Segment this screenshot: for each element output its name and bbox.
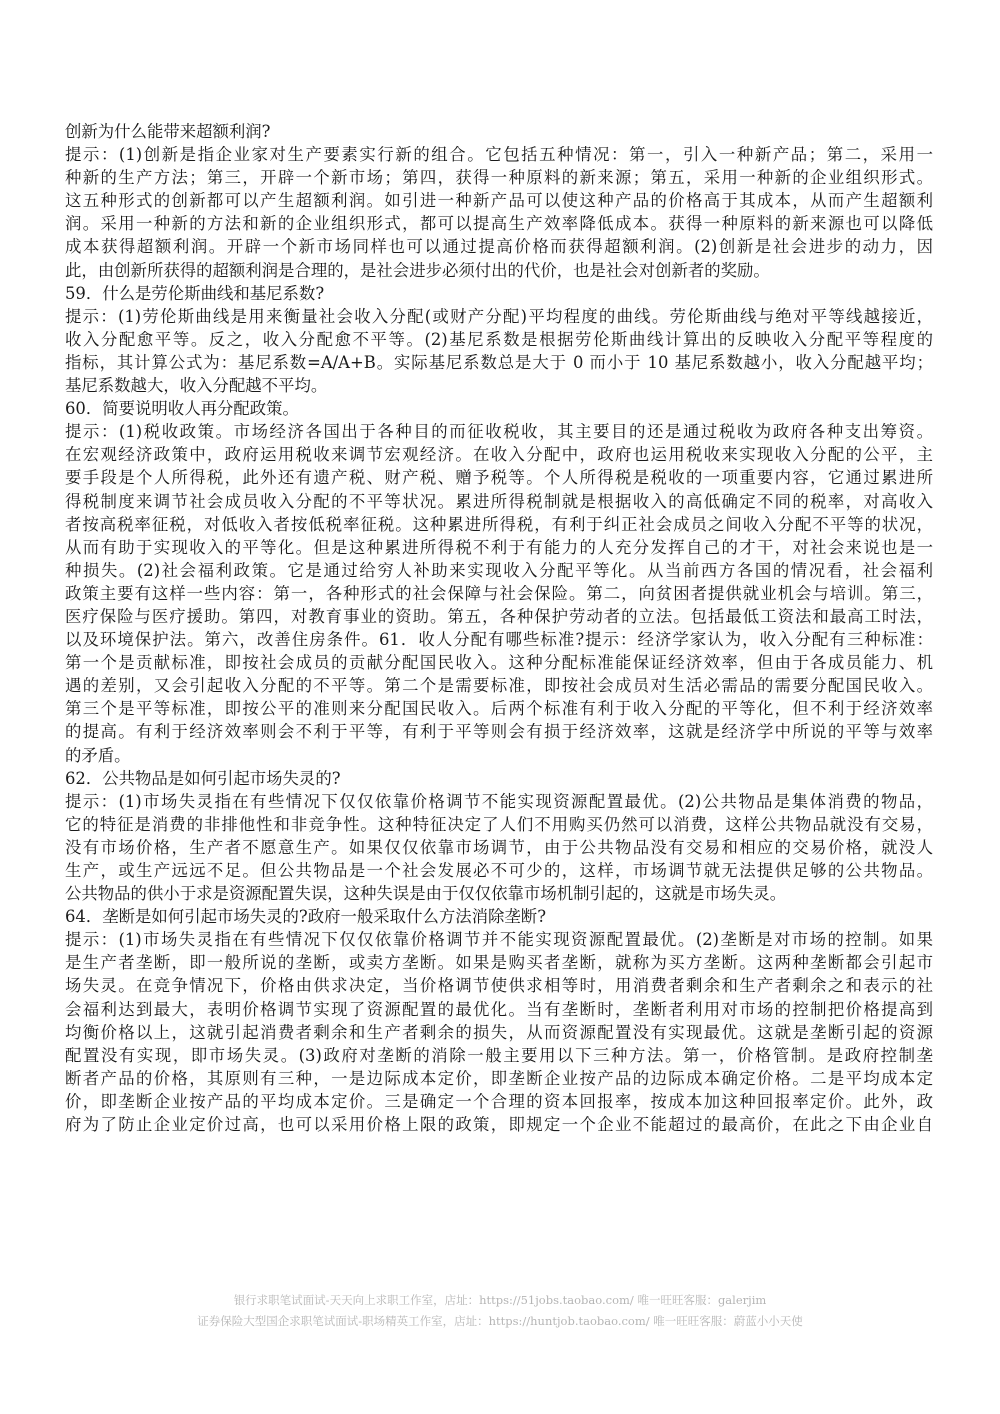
text-line: 种损失。(2)社会福利政策。它是通过给穷人补助来实现收入分配平等化。从当前西方各国的情况看，社会福利 xyxy=(65,560,933,580)
text-line: 创新为什么能带来超额利润? xyxy=(65,122,271,141)
text-line: 价，即垄断企业按产品的平均成本定价。三是确定一个合理的资本回报率，按成本加这种回报率定价。此外，政 xyxy=(65,1091,933,1111)
text-line: 均衡价格以上，这就引起消费者剩余和生产者剩余的损失，从而资源配置没有实现最优。这就是垄断引起的资源 xyxy=(65,1022,933,1042)
text-line: 没有市场价格，生产者不愿意生产。如果仅仅依靠市场调节，由于公共物品没有交易和相应的交易价格，就没人 xyxy=(65,837,933,857)
text-line: 第一个是贡献标准，即按社会成员的贡献分配国民收入。这种分配标准能保证经济效率，但由于各成员能力、机 xyxy=(65,653,933,673)
text-line: 会福利达到最大，表明价格调节实现了资源配置的最优化。当有垄断时，垄断者利用对市场的控制把价格提高到 xyxy=(65,999,933,1019)
document-body xyxy=(65,120,933,1136)
text-line: 成本获得超额利润。开辟一个新市场同样也可以通过提高价格而获得超额利润。(2)创新是社会进步的动力，因 xyxy=(65,237,933,257)
text-line: 这五种形式的创新都可以产生超额利润。如引进一种新产品可以使这种产品的价格高于其成本，从而产生超额利 xyxy=(65,191,933,211)
text-line: 60．简要说明收人再分配政策。 xyxy=(65,399,299,419)
text-line: 的矛盾。 xyxy=(65,745,131,765)
text-line: 以及环境保护法。第六，改善住房条件。61．收人分配有哪些标准?提示：经济学家认为，收入分配有三种标准： xyxy=(65,630,933,650)
text-line: 此，由创新所获得的超额利润是合理的，是社会进步必须付出的代价，也是社会对创新者的奖励。 xyxy=(65,260,770,280)
text-line: 要手段是个人所得税，此外还有遗产税、财产税、赠予税等。个人所得税是税收的一项重要内容，它通过累进所 xyxy=(65,468,933,488)
text-line: 提示：(1)税收政策。市场经济各国出于各种目的而征收税收，其主要目的还是通过税收为政府各种支出筹资。 xyxy=(65,422,933,442)
text-line: 提示：(1)市场失灵指在有些情况下仅仅依靠价格调节并不能实现资源配置最优。(2)垄断是对市场的控制。如果 xyxy=(65,930,933,950)
text-line: 得税制度来调节社会成员收入分配的不平等状况。累进所得税制就是根据收入的高低确定不同的税率，对高收入 xyxy=(65,491,933,511)
text-line: 收入分配愈平等。反之，收入分配愈不平等。(2)基尼系数是根据劳伦斯曲线计算出的反映收入分配平等程度的 xyxy=(65,329,933,349)
text-line: 公共物品的供小于求是资源配置失误，这种失误是由于仅仅依靠市场机制引起的，这就是市场失灵。 xyxy=(65,884,787,904)
footer-line-1: 银行求职笔试面试-天天向上求职工作室，店址：https://51jobs.taobao.com/ 唯一旺旺客服：galerjim xyxy=(233,1293,767,1307)
text-line: 提示：(1)创新是指企业家对生产要素实行新的组合。它包括五种情况：第一，引入一种新产品；第二，采用一 xyxy=(65,145,933,165)
text-line: 场失灵。在竞争情况下，价格由供求决定，当价格调节使供求相等时，用消费者剩余和生产者剩余之和表示的社 xyxy=(65,976,933,996)
text-line: 润。采用一种新的方法和新的企业组织形式，都可以提高生产效率降低成本。获得一种原料的新来源也可以降低 xyxy=(65,214,933,234)
footer-line-2: 证券保险大型国企求职笔试面试-职场精英工作室，店址：https://huntjob.taobao.com/ 唯一旺旺客服：蔚蓝小小天使 xyxy=(197,1314,803,1328)
text-line: 在宏观经济政策中，政府运用税收来调节宏观经济。在收入分配中，政府也运用税收来实现收入分配的公平，主 xyxy=(65,445,933,465)
text-line: 种新的生产方法；第三，开辟一个新市场；第四，获得一种原料的新来源；第五，采用一种新的企业组织形式。 xyxy=(65,168,933,188)
text-line: 基尼系数越大，收入分配越不平均。 xyxy=(65,376,328,396)
text-line: 是生产者垄断，即一般所说的垄断，或卖方垄断。如果是购买者垄断，就称为买方垄断。这两种垄断都会引起市 xyxy=(65,953,933,973)
text-line: 配置没有实现，即市场失灵。(3)政府对垄断的消除一般主要用以下三种方法。第一，价格管制。是政府控制垄 xyxy=(65,1045,933,1065)
text-line: 政策主要有这样一些内容：第一，各种形式的社会保障与社会保险。第二，向贫困者提供就业机会与培训。第三， xyxy=(65,583,933,603)
text-line: 指标，其计算公式为：基尼系数=A/A+B。实际基尼系数总是大于 0 而小于 10 基尼系数越小，收入分配越平均； xyxy=(65,352,933,372)
text-line: 府为了防止企业定价过高，也可以采用价格上限的政策，即规定一个企业不能超过的最高价，在此之下由企业自 xyxy=(65,1115,933,1135)
text-line: 从而有助于实现收入的平等化。但是这种累进所得税不利于有能力的人充分发挥自己的才干，对社会来说也是一 xyxy=(65,537,933,557)
text-line: 的提高。有利于经济效率则会不利于平等，有利于平等则会有损于经济效率，这就是经济学中所说的平等与效率 xyxy=(65,722,933,742)
text-line: 者按高税率征税，对低收入者按低税率征税。这种累进所得税，有利于纠正社会成员之间收入分配不平等的状况， xyxy=(65,514,933,534)
text-line: 医疗保险与医疗援助。第四，对教育事业的资助。第五，各种保护劳动者的立法。包括最低工资法和最高工时法， xyxy=(65,606,933,626)
text-line: 第三个是平等标准，即按公平的准则来分配国民收入。后两个标准有利于收入分配的平等化，但不利于经济效率 xyxy=(65,699,933,719)
text-line: 断者产品的价格，其原则有三种，一是边际成本定价，即垄断企业按产品的边际成本确定价格。二是平均成本定 xyxy=(65,1068,933,1088)
text-line: 62．公共物品是如何引起市场失灵的? xyxy=(65,768,341,788)
text-line: 提示：(1)劳伦斯曲线是用来衡量社会收入分配(或财产分配)平均程度的曲线。劳伦斯曲线与绝对平等线越接近， xyxy=(65,306,933,326)
text-line: 遇的差别，又会引起收入分配的不平等。第二个是需要标准，即按社会成员对生活必需品的需要分配国民收入。 xyxy=(65,676,933,696)
text-line: 生产，或生产远远不足。但公共物品是一个社会发展必不可少的，这样，市场调节就无法提供足够的公共物品。 xyxy=(65,861,933,880)
text-line: 提示：(1)市场失灵指在有些情况下仅仅依靠价格调节不能实现资源配置最优。(2)公共物品是集体消费的物品， xyxy=(65,791,933,811)
text-line: 64．垄断是如何引起市场失灵的?政府一般采取什么方法消除垄断? xyxy=(65,907,546,927)
text-line: 59．什么是劳伦斯曲线和基尼系数? xyxy=(65,283,325,303)
text-line: 它的特征是消费的非排他性和非竞争性。这种特征决定了人们不用购买仍然可以消费，这样公共物品就没有交易， xyxy=(65,814,933,834)
